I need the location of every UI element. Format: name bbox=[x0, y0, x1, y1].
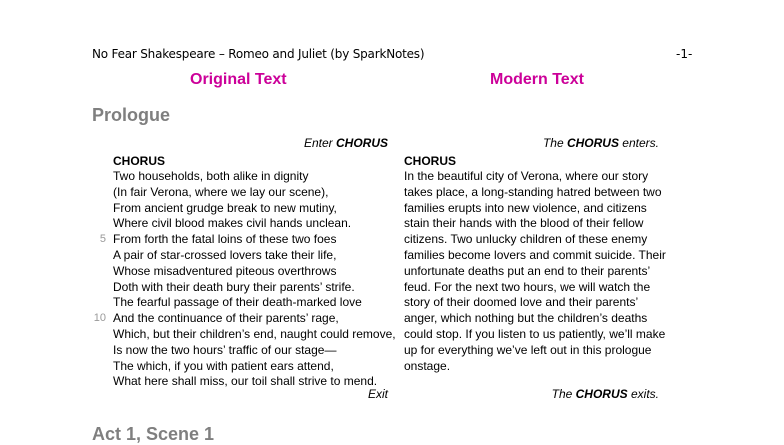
modern-line: families become lovers and commit suicide. Their bbox=[404, 247, 666, 262]
line-number: 5 bbox=[99, 233, 106, 246]
running-header: No Fear Shakespeare – Romeo and Juliet (by SparkNotes) bbox=[92, 47, 425, 61]
line-number: 10 bbox=[93, 312, 106, 325]
original-speaker-name: CHORUS bbox=[113, 154, 166, 168]
modern-text-heading: Modern Text bbox=[490, 71, 584, 88]
verse-line: Doth with their death bury their parents’ strife. bbox=[113, 279, 355, 294]
original-verse bbox=[113, 169, 396, 390]
verse-line: And the continuance of their parents’ rage, bbox=[113, 311, 339, 326]
modern-line: up for everything we’ve left out in this prologue bbox=[404, 342, 652, 357]
modern-line: story of their doomed love and their parents’ bbox=[404, 295, 639, 310]
verse-line: (In fair Verona, where we lay our scene), bbox=[113, 184, 329, 199]
modern-line: families erupts into new violence, and citizens bbox=[404, 200, 647, 215]
prologue-heading: Prologue bbox=[92, 105, 171, 125]
modern-line: takes place, a long-standing hatred between two bbox=[404, 184, 662, 199]
verse-line: What here shall miss, our toil shall strive to mend. bbox=[113, 374, 378, 389]
act-1-scene-1-heading: Act 1, Scene 1 bbox=[92, 424, 215, 444]
verse-line: Which, but their children’s end, naught could remove, bbox=[113, 326, 396, 341]
modern-speaker-name: CHORUS bbox=[404, 154, 457, 168]
verse-line: From ancient grudge break to new mutiny, bbox=[113, 200, 337, 215]
page-number: -1- bbox=[676, 47, 693, 61]
modern-line: stain their hands with the blood of their fellow bbox=[404, 216, 644, 231]
verse-line: The fearful passage of their death-marked love bbox=[113, 295, 362, 310]
verse-line: The which, if you with patient ears attend, bbox=[113, 358, 334, 373]
modern-line: onstage. bbox=[404, 358, 451, 373]
verse-line: Where civil blood makes civil hands unclean. bbox=[113, 216, 352, 231]
modern-line: feud. For the next two hours, we will watch the bbox=[404, 279, 651, 294]
modern-line: In the beautiful city of Verona, where our story bbox=[404, 169, 649, 183]
verse-line: A pair of star-crossed lovers take their life, bbox=[113, 247, 337, 262]
modern-line: anger, which nothing but the children’s deaths bbox=[404, 311, 648, 326]
verse-line: Is now the two hours’ traffic of our stage— bbox=[113, 342, 337, 357]
original-stage-entry: Enter CHORUS bbox=[303, 136, 388, 150]
verse-line: From forth the fatal loins of these two foes bbox=[113, 232, 337, 247]
verse-line: Whose misadventured piteous overthrows bbox=[113, 263, 337, 278]
modern-stage-exit: The CHORUS exits. bbox=[551, 387, 659, 401]
modern-paraphrase bbox=[404, 169, 666, 374]
original-text-heading: Original Text bbox=[190, 71, 287, 88]
modern-line: unfortunate deaths put an end to their parents’ bbox=[404, 263, 651, 278]
modern-line: citizens. Two unlucky children of these enemy bbox=[404, 232, 648, 247]
modern-line: could stop. If you listen to us patiently, we’ll make bbox=[404, 326, 666, 341]
original-stage-exit: Exit bbox=[367, 387, 388, 401]
modern-stage-entry: The CHORUS enters. bbox=[542, 136, 659, 150]
verse-line: Two households, both alike in dignity bbox=[113, 169, 309, 183]
